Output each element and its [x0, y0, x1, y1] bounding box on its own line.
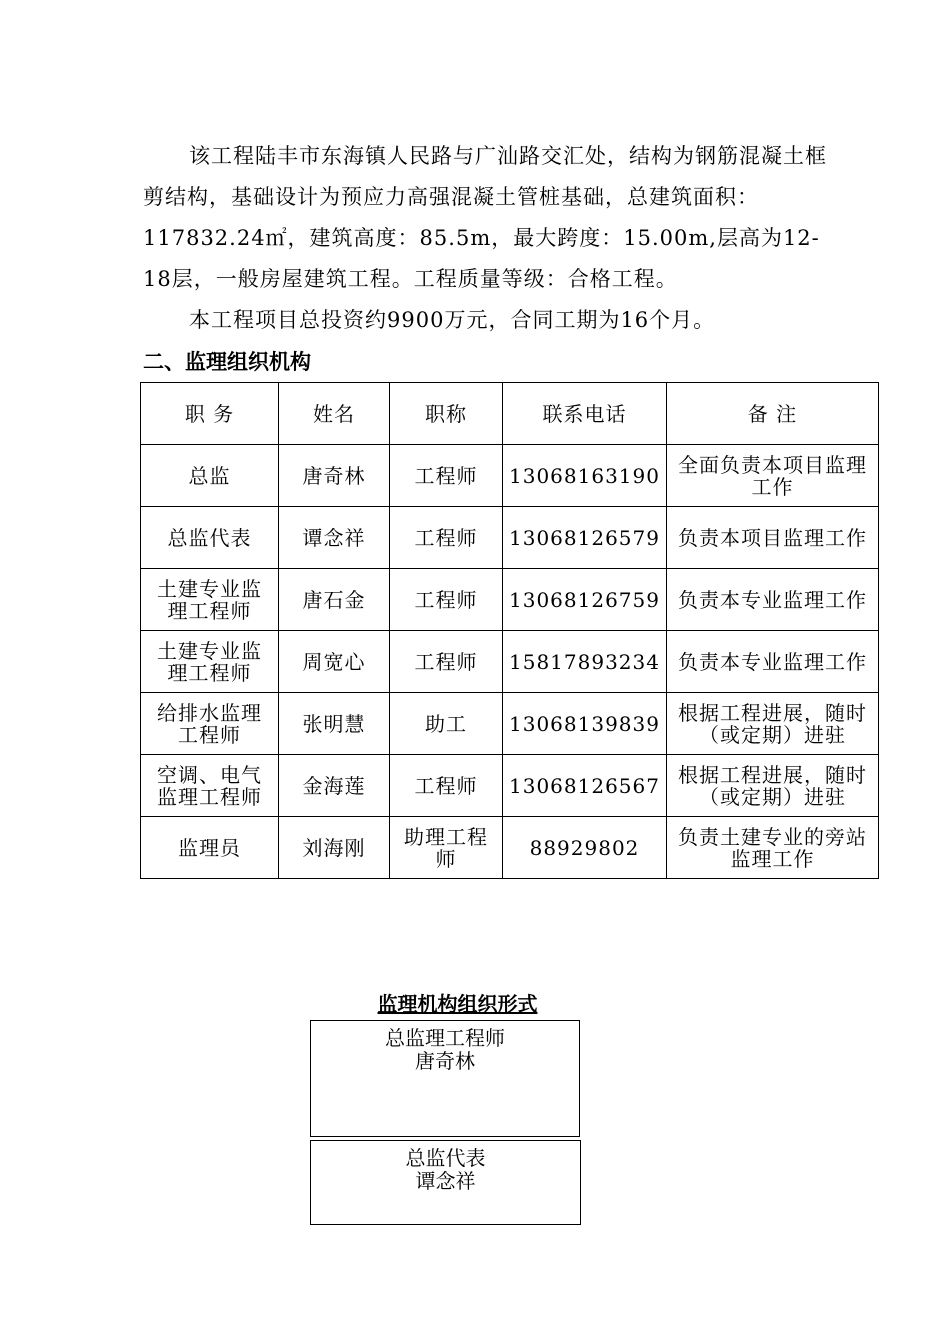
name-cell: 唐奇林	[279, 445, 390, 507]
title-cell: 助理工程师	[390, 817, 503, 879]
org-box-name: 唐奇林	[415, 1049, 475, 1073]
remark-cell: 负责本专业监理工作	[666, 631, 878, 693]
name-cell: 唐石金	[279, 569, 390, 631]
phone-cell: 13068126567	[503, 755, 667, 817]
table-row	[141, 693, 879, 755]
position-cell: 给排水监理工程师	[141, 693, 279, 755]
org-box-role: 总监理工程师	[385, 1026, 505, 1050]
phone-cell: 15817893234	[503, 631, 667, 693]
title-cell: 工程师	[390, 445, 503, 507]
position-cell: 总监	[141, 445, 279, 507]
org-box-role: 总监代表	[405, 1146, 486, 1170]
name-cell: 谭念祥	[279, 507, 390, 569]
header-cell: 备 注	[666, 383, 878, 445]
header-cell: 联系电话	[503, 383, 667, 445]
remark-cell: 根据工程进展，随时（或定期）进驻	[666, 693, 878, 755]
remark-cell: 负责本项目监理工作	[666, 507, 878, 569]
title-cell: 工程师	[390, 507, 503, 569]
phone-cell: 13068163190	[503, 445, 667, 507]
org-chart-title: 监理机构组织形式	[377, 992, 538, 1016]
position-cell: 土建专业监理工程师	[141, 569, 279, 631]
phone-cell: 13068126759	[503, 569, 667, 631]
title-cell: 助工	[390, 693, 503, 755]
table-row	[141, 755, 879, 817]
phone-cell: 88929802	[503, 817, 667, 879]
position-cell: 监理员	[141, 817, 279, 879]
org-box-name: 谭念祥	[415, 1169, 476, 1193]
name-cell: 周宽心	[279, 631, 390, 693]
table-row	[141, 507, 879, 569]
intro-paragraph-1: 该工程陆丰市东海镇人民路与广汕路交汇处，结构为钢筋混凝土框剪结构，基础设计为预应力高强混凝土管桩基础，总建筑面积：117832.24㎡，建筑高度：85.5m，最大跨度：15.00m,层高为12-18层，一般房屋建筑工程。工程质量等级：合格工程。	[143, 144, 827, 291]
remark-cell: 负责本专业监理工作	[666, 569, 878, 631]
org-box-chief-supervisor	[310, 1020, 580, 1137]
intro-paragraph-2: 本工程项目总投资约9900万元，合同工期为16个月。	[189, 308, 716, 332]
remark-cell: 根据工程进展，随时（或定期）进驻	[666, 755, 878, 817]
name-cell: 金海莲	[279, 755, 390, 817]
table-row	[141, 817, 879, 879]
table-row	[141, 569, 879, 631]
table-header-row	[141, 383, 879, 445]
position-cell: 总监代表	[141, 507, 279, 569]
remark-cell: 全面负责本项目监理工作	[666, 445, 878, 507]
table-row	[141, 631, 879, 693]
name-cell: 刘海刚	[279, 817, 390, 879]
phone-cell: 13068126579	[503, 507, 667, 569]
remark-cell: 负责土建专业的旁站监理工作	[666, 817, 878, 879]
table-row	[141, 445, 879, 507]
staff-table	[140, 382, 879, 879]
header-cell: 姓名	[279, 383, 390, 445]
header-cell: 职称	[390, 383, 503, 445]
title-cell: 工程师	[390, 569, 503, 631]
position-cell: 土建专业监理工程师	[141, 631, 279, 693]
name-cell: 张明慧	[279, 693, 390, 755]
title-cell: 工程师	[390, 755, 503, 817]
section-title: 二、监理组织机构	[143, 350, 311, 374]
phone-cell: 13068139839	[503, 693, 667, 755]
position-cell: 空调、电气监理工程师	[141, 755, 279, 817]
org-box-deputy-supervisor	[310, 1140, 581, 1225]
header-cell: 职 务	[141, 383, 279, 445]
title-cell: 工程师	[390, 631, 503, 693]
